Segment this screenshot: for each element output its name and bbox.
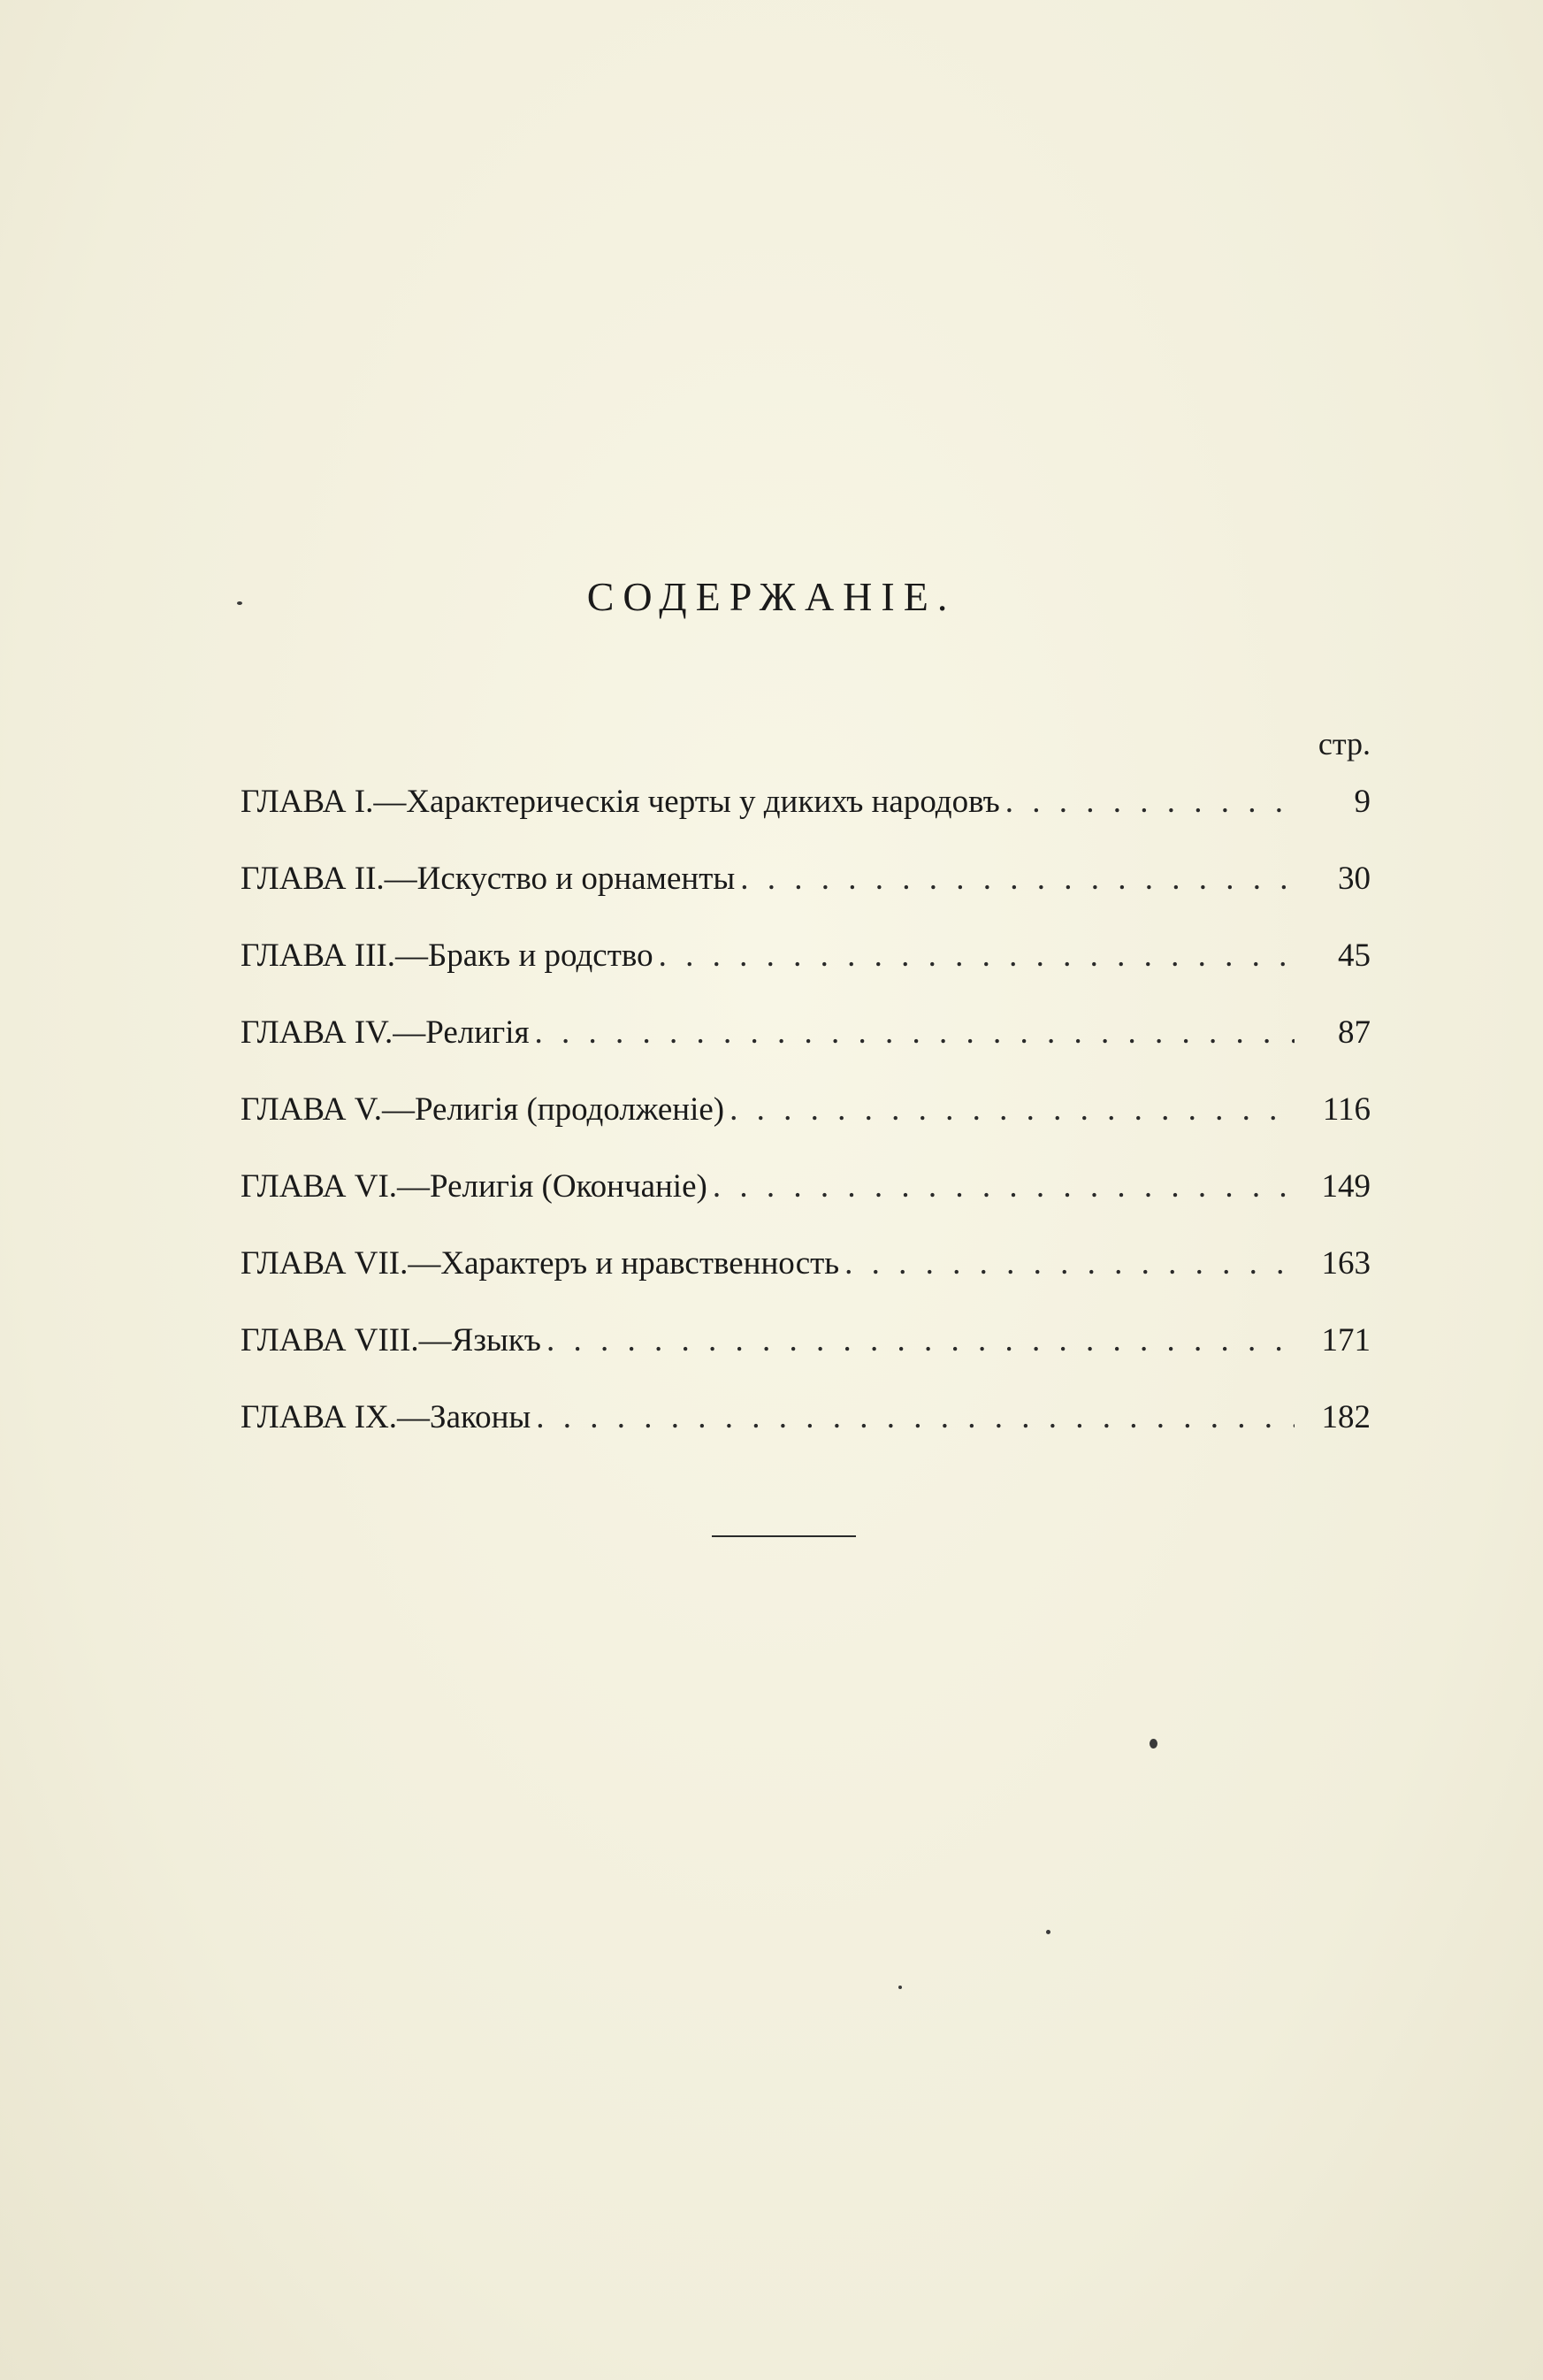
toc-entry-title: ГЛАВА IV.—Религія <box>241 1014 530 1051</box>
dot-leader <box>844 1244 1295 1282</box>
toc-entry-page: 163 <box>1321 1245 1371 1282</box>
toc-entry-page: 149 <box>1321 1168 1371 1205</box>
page-title: СОДЕРЖАНІЕ. <box>586 574 957 619</box>
toc-entry-page: 87 <box>1338 1014 1371 1051</box>
toc-entry-title: ГЛАВА V.—Религія (продолженіе) <box>241 1091 725 1128</box>
ink-speck <box>898 1986 902 1989</box>
toc-entry <box>241 783 1371 860</box>
page-column-label: стр. <box>1318 726 1371 761</box>
dot-leader <box>535 1014 1295 1052</box>
toc-entry <box>241 1321 1371 1398</box>
table-of-contents <box>241 783 1371 1475</box>
toc-entry-title: ГЛАВА IX.—Законы <box>241 1399 531 1435</box>
dot-leader <box>659 937 1295 975</box>
dot-leader <box>740 860 1295 898</box>
toc-entry <box>241 1014 1371 1091</box>
dot-leader <box>546 1321 1295 1359</box>
toc-entry-title: ГЛАВА III.—Бракъ и родство <box>241 937 653 974</box>
toc-entry-title: ГЛАВА I.—Характерическія черты у дикихъ народовъ <box>241 784 1000 820</box>
toc-entry-title: ГЛАВА VIII.—Языкъ <box>241 1322 541 1358</box>
toc-entry-page: 182 <box>1321 1399 1371 1435</box>
toc-entry-page: 171 <box>1321 1322 1371 1358</box>
ink-speck <box>1150 1739 1157 1749</box>
toc-entry <box>241 860 1371 937</box>
dot-leader <box>713 1167 1295 1205</box>
toc-entry <box>241 1091 1371 1167</box>
closing-rule <box>712 1535 856 1537</box>
toc-entry-page: 9 <box>1354 784 1371 820</box>
dot-leader <box>729 1091 1295 1129</box>
ink-speck <box>237 601 242 605</box>
toc-entry-title: ГЛАВА II.—Искуство и орнаменты <box>241 861 736 897</box>
toc-entry <box>241 937 1371 1014</box>
toc-entry-title: ГЛАВА VI.—Религія (Окончаніе) <box>241 1168 707 1205</box>
toc-entry-page: 30 <box>1338 861 1371 897</box>
ink-speck <box>1046 1930 1050 1934</box>
toc-entry-page: 116 <box>1322 1091 1371 1128</box>
toc-entry-page: 45 <box>1338 937 1371 974</box>
toc-entry <box>241 1398 1371 1475</box>
dot-leader <box>1005 783 1295 821</box>
dot-leader <box>536 1398 1295 1436</box>
toc-entry-title: ГЛАВА VII.—Характеръ и нравственность <box>241 1245 840 1282</box>
toc-entry <box>241 1244 1371 1321</box>
toc-entry <box>241 1167 1371 1244</box>
